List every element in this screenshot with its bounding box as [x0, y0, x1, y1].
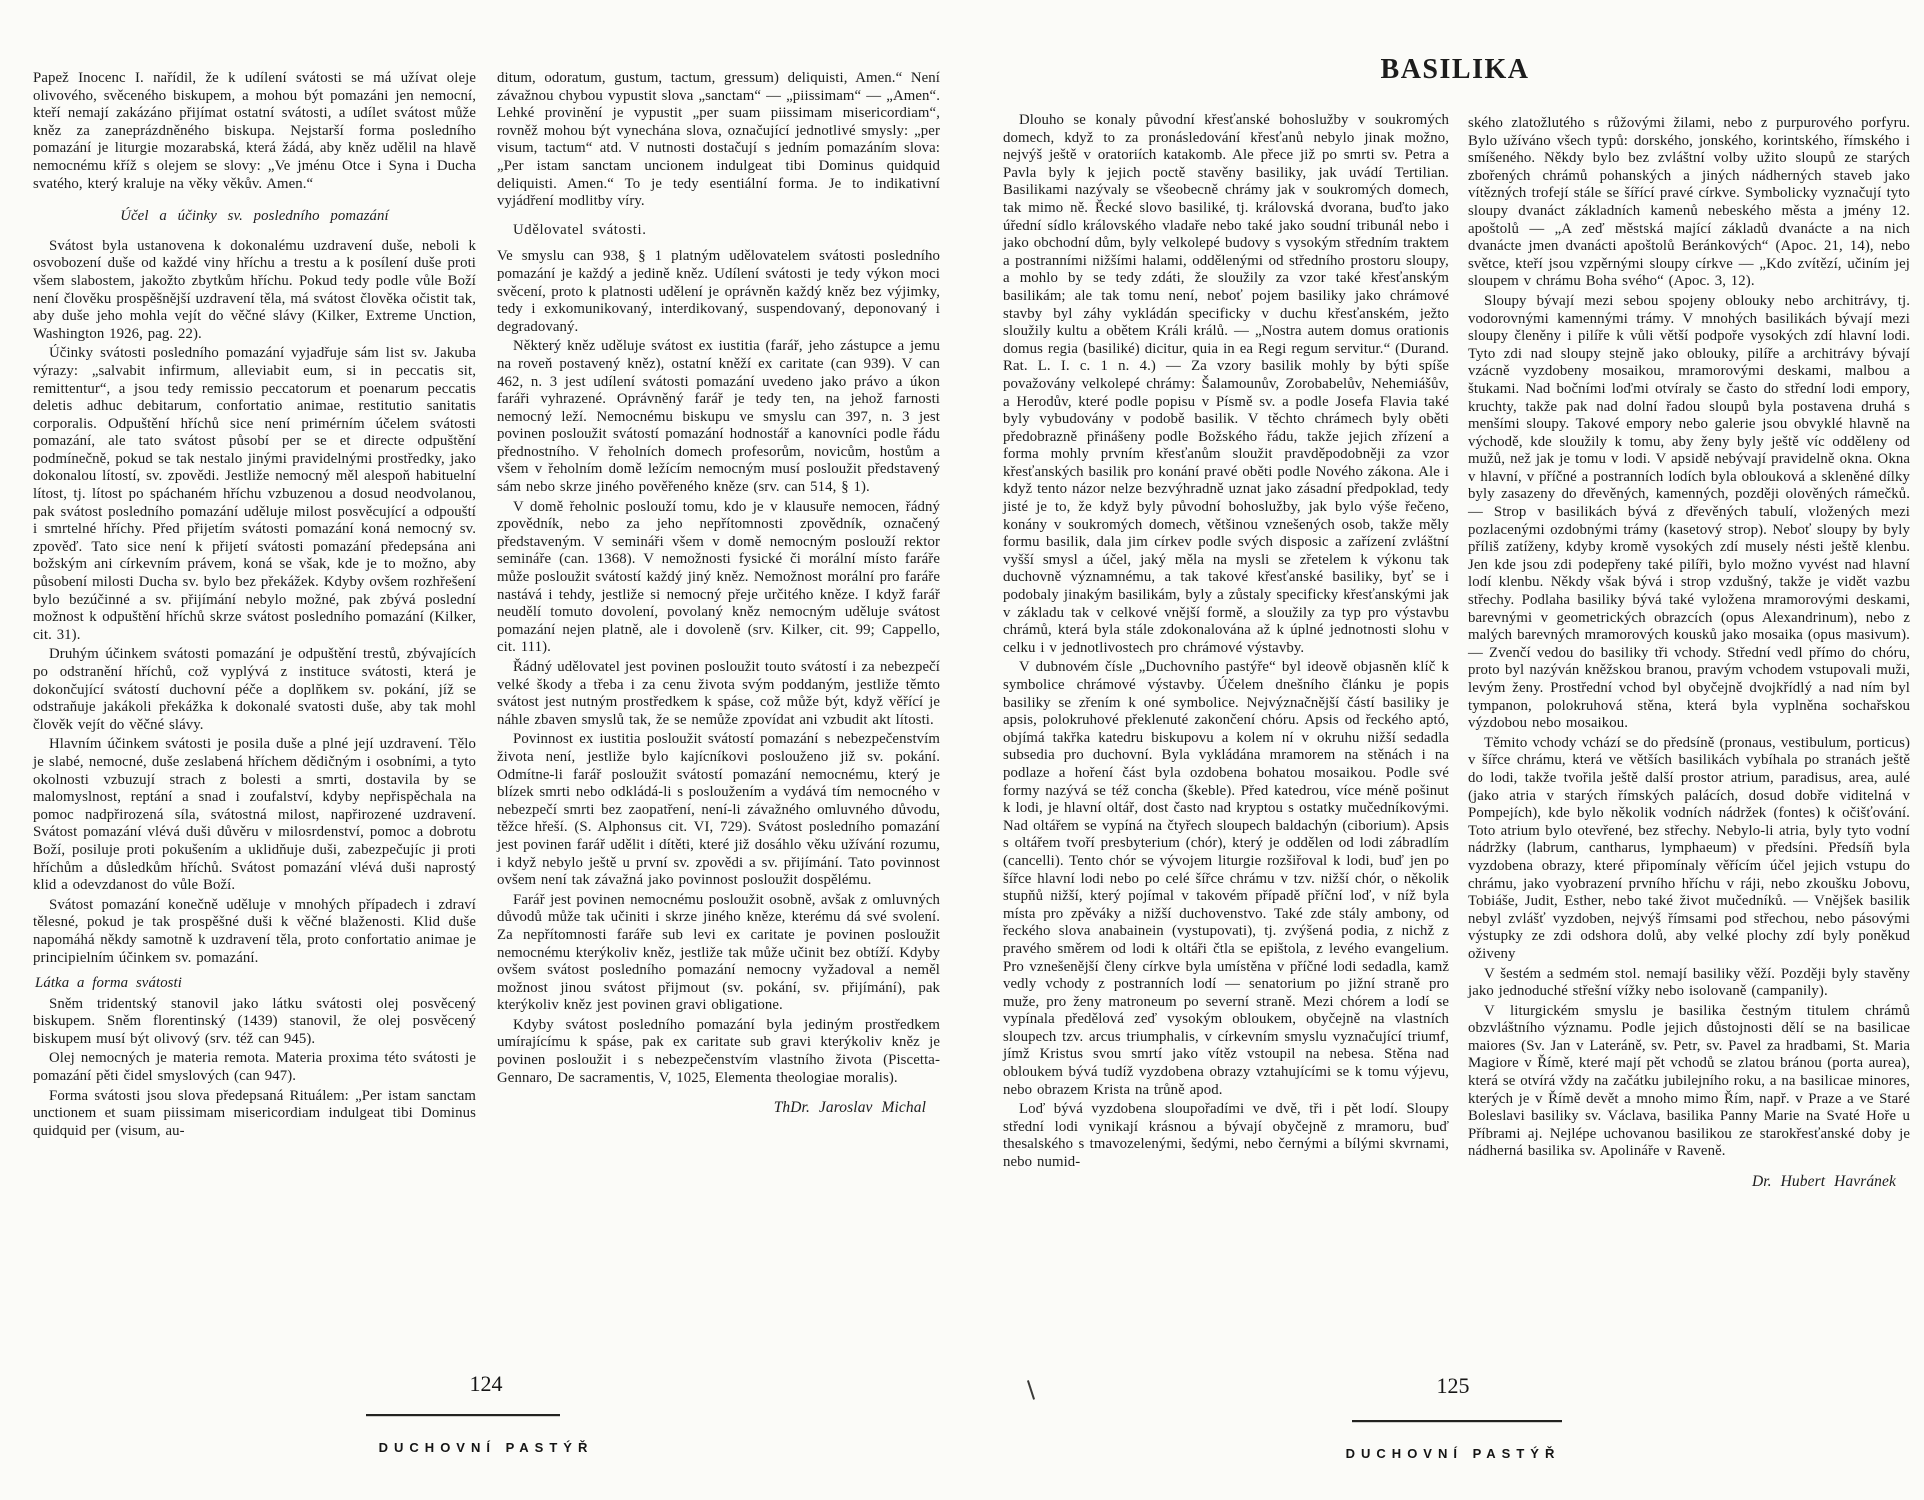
page-number: 125: [1436, 1373, 1470, 1398]
left-page-column-2: [497, 70, 940, 1119]
paragraph: Forma svátosti jsou slova předepsaná Rituálem: „Per istam sanctam unctionem et suam piissimam misericordiam indulgeat tibi Dominus quidquid per (visum, au-: [33, 1087, 476, 1139]
paragraph: Některý kněz uděluje svátost ex iustitia (farář, jeho zástupce a jemu na roveň postavený kněz), ostatní kněží ex caritate (can 939). V can 462, n. 3 jest udílení svátosti pomazání uvedeno jako právo a úkon faráři vyhrazené. Oprávněný farář je tedy ten, na jehož farnosti nemocný leží. Nemocnému biskupu ve smyslu can 397, n. 3 jest povinen posloužit svátostí pomazání hodnostář a kanovníci podle řádu přednostního. V řeholních domech profesorům, novicům, hostům a všem v řeholním domě ležícím nemocným musí posloužit představený sám nebo skrze jiného pověřeného kněze (srv. can 514, § 1).: [497, 338, 940, 496]
paragraph: Svátost pomazání konečně uděluje v mnohých případech i zdraví tělesné, pokud je tak prospěšné duši k věčné blaženosti. Klid duše napomáhá někdy samotně k uzdravení těla, proto confortatio animae je principielním účinkem sv. pomazání.: [33, 896, 476, 966]
author-signature: ThDr. Jaroslav Michal: [773, 1099, 926, 1117]
paragraph: Dlouho se konaly původní křesťanské bohoslužby v soukromých domech, když to za pronásledování křesťanů nebylo jinak možno, nejvýš ještě v oratoriích katakomb. Ale přece již po smrti sv. Petra a Pavla byly k jejich poctě stavěny basiliky, jak uvádí Tertilian. Basilikami nazývaly se všeobecně chrámy jak v soukromých domech, tak mimo ně. Řecké slovo basiliké, tj. královská dvorana, buďto jako úřední sídlo královského vladaře nebo také jako soudní tribunál nebo i jako obchodní dům, byly velkolepé budovy s vysokým středním traktem a postranními nižšími halami, oddělenými od středního prostoru sloupy, a mohlo by se tedy zdáti, že sloužily za vzor také křesťanským basilikám; ale tak tomu není, neboť pojem basiliky jako chrámové stavby byl záhy vykládán specificky v duchu křesťanském, ježto sloužily kultu a obětem Králi králů. — „Nostra autem domus orationis domus regia (basiliké) dicitur, quia in ea Regi regum servitur.“ (Durand. Rat. L. I. c. 1 n. 4.) — Za vzory basilik mohly by býti spíše považovány velkolepé chrámy: Šalamounův, Zorobabelův, Nehemiášův, a Herodův, které podle popisu v Písmě sv. a podle Josefa Flavia také byly vybudovány v podobě basilik. V těchto chrámech byly oběti předobrazně přinášeny podle Božského řádu, takže jejich zřízení a forma mohly prvním křesťanům sloužit pravděpodobněji za vzor křesťanských basilik pro konání pravé oběti podle Nového zákona. Ale i když tento názor nelze bezvýhradně uznat jako zásadní předpoklad, tedy jisté je to, že když byly původní bohoslužby, jak bylo výše řečeno, konány v soukromých domech, většinou vznešených osob, takže měly formu basilik, dala jim církev podle svých disposic a zařízení zvláštní vyšší smysl a účel, jaký měla na mysli se zřetelem k výkonu tak duchovně významnému, a tak takové křesťanské basiliky, byť se i podobaly jinakým basilikám, byly a zůstaly specificky křesťanskými jak v základu tak v celkové vnější formě, a sloužily za typ pro výstavbu chrámů, která byla stále zdokonalována až k úplné jednotnosti slohu v celku i v jednotlivostech pro chrámové výstavby.: [1003, 112, 1449, 656]
paragraph: Olej nemocných je materia remota. Materia proxima této svátosti je pomazání pěti čidel smyslových (can 947).: [33, 1050, 476, 1085]
paragraph: ského zlatožlutého s růžovými žilami, nebo z purpurového porfyru. Bylo užíváno všech typů: dorského, jonského, korintského, římského i smíšeného. Někdy bylo bez zvláštní volby užito sloupů ze starých zbořených chrámů pohanských a jiných nádherných staveb jako vítězných trofejí stále se šířící pravé církve. Symbolicky vyznačují tyto sloupy dvanáct základních kamenů nebeského města a jmény 12. apoštolů — „A zeď městská mající základů dvanácte a na nich dvanácte jmen dvanácti apoštolů Beránkových“ (Apoc. 21, 14), nebo světce, kteří jsou vzpěrnými sloupy církve — „Kdo zvítězí, učiním jej sloupem v chrámu Boha svého“ (Apoc. 3, 12).: [1468, 115, 1910, 290]
paragraph: Druhým účinkem svátosti pomazání je odpuštění trestů, zbývajících po odstranění hříchů, což vyplývá z instituce svátosti, která je dokončující svátostí duchovní péče a doplňkem sv. pokání, jíž se odstraňuje jakákoli překážka k dokonalé svatosti duše, aby tak mohl člověk vejít do věčné slávy.: [33, 646, 476, 733]
paragraph: Svátost byla ustanovena k dokonalému uzdravení duše, neboli k osvobození duše od každé viny hříchu a trestu a k posílení duše proti všem slabostem, jakožto zbytkům hříchu. Pokud tedy podle vůle Boží není člověku prospěšnější uzdravení těla, má svátost člověka očistit tak, aby duše jeho mohla vejít do věčné slávy (Kilker, Extreme Unction, Washington 1926, pag. 22).: [33, 237, 476, 342]
paragraph: Sloupy bývají mezi sebou spojeny oblouky nebo architrávy, tj. vodorovnými kamennými trámy. V mnohých basilikách bývají mezi sloupy členěny i pilíře k vůli větší podpoře vysokých zdí hlavní lodi. Tyto zdi nad sloupy stejně jako oblouky, pilíře a architrávy bývají vzácně vyzdobeny mosaikou, mramorovými deskami, malbou a štukami. Nad bočními loďmi otvíraly se často do střední lodi empory, kruchty, takže pak nad dolní řadou sloupů byla postavena druhá s menšími sloupy. Takové empory nebo galerie jsou obvyklé hlavně na východě, kde sloužily k tomu, aby ženy byly ještě víc odděleny od mužů, než jak je tomu v lodi. V apsidě nebývají pravidelně okna. Okna v hlavní, v příčné a postranních lodích byla oblouková a skleněné dílky byly zasazeny do dřevěných, kamenných, později olověných rámečků. — Strop v basilikách bývá z dřevěných tabulí, vložených mezi pozlacenými ozdobnými trámy (kasetový strop). Neboť sloupy by byly příliš zatíženy, kdyby kromě vysokých zdí musely nésti ještě klenbu. Jen kde jsou zdi podepřeny také pilíři, bylo možno vyvést nad hlavní lodí klenbu. Někdy však bývá i strop vzdušný, takže je vidět vazbu střechy. Podlaha basiliky bývá také vyložena mramorovými deskami, barevnými v geometrických obrazcích (opus Alexandrinum), nebo z malých barevných mramorových kousků jako mosaika (opus masivum). — Zvenčí vedou do basiliky tři vchody. Střední vedl přímo do chóru, proto byl nazýván kněžskou branou, pravým vchodem vstupovali muži, levým ženy. Prostřední vchod byl obyčejně dvojkřídlý a nad ním byl tympanon, polokruhová stěna, která byla vyplněna sochařskou výzdobou nebo mosaikou.: [1468, 292, 1910, 732]
footer-rule: [366, 1414, 560, 1416]
paragraph: V šestém a sedmém stol. nemají basiliky věží. Později byly stavěny jako jednoduché střešní vížky nebo isolovaně (campanily).: [1468, 965, 1910, 1000]
journal-title: DUCHOVNÍ PASTÝŘ: [378, 1440, 594, 1455]
journal-title: DUCHOVNÍ PASTÝŘ: [1345, 1446, 1561, 1461]
author-signature: Dr. Hubert Havránek: [1751, 1173, 1896, 1191]
paragraph: Povinnost ex iustitia posloužit svátostí pomazání s nebezpečenstvím života není, jestliže bylo kajícníkovi poslouženo již sv. pokání. Odmítne-li farář posloužit svátostí pomazání nemocnému, který je blízek smrti nebo odkládá-li s posloužením a vydává tím nemocného v nebezpečí smrti bez zaopatření, není-li závažného omluvného důvodu, těžce hřeší. (S. Alphonsus cit. VI, 729). Svátost posledního pomazání jest povinen farář udělit i dítěti, které již dosáhlo věku užívání rozumu, i když nebylo ještě u první sv. zpovědi a sv. přijímání. Tato povinnost ovšem není tak závažná jako povinnost posloužit dospělému.: [497, 731, 940, 889]
paragraph: Papež Inocenc I. nařídil, že k udílení svátosti se má užívat oleje olivového, svěceného biskupem, a mohou být pomazáni jen nemocní, kteří nemají zakázáno přijímat ostatní svátosti, a udílet svátost může kněz za zaneprázdněného biskupa. Nejstarší forma posledního pomazání je liturgie mozarabská, která žádá, aby kněz udělil na hlavě nemocnému kříž s olejem se slovy: „Ve jménu Otce i Syna i Ducha svatého, který kraluje na věky věkův. Amen.“: [33, 70, 476, 192]
paragraph: Sněm tridentský stanovil jako látku svátosti olej posvěcený biskupem. Sněm florentinský (1439) stanovil, že olej posvěcený biskupem musí být olivový (srv. též can 945).: [33, 995, 476, 1047]
paragraph: V domě řeholnic poslouží tomu, kdo je v klausuře nemocen, řádný zpovědník, nebo za jeho nepřítomnosti zpovědník, označený představeným. V semináři všem v domě nemocným poslouží rektor semináře (can. 1368). V nemožnosti fysické či morální místo faráře může posloužit svátostí každý jiný kněz. Nemožnost morální pro faráře nastává i tehdy, jestliže si nemocný přeje určitého kněze. I když farář neudělí tomuto dovolení, povolaný kněz nemocným uděluje svátost pomazání nejen platně, ale i dovoleně (srv. Kilker, cit. 99; Cappello, cit. 111).: [497, 498, 940, 656]
section-heading: Udělovatel svátosti.: [513, 221, 647, 238]
page-number: 124: [469, 1371, 503, 1396]
paragraph: Kdyby svátost posledního pomazání byla jediným prostředkem umírajícímu k spáse, pak ex caritate sub gravi kterýkoliv kněz je povinen posloužit i s nebezpečenstvím vlastního života (Piscetta-Gennaro, De sacramentis, V, 1025, Elementa theologiae moralis).: [497, 1016, 940, 1086]
paragraph: Těmito vchody vchází se do předsíně (pronaus, vestibulum, porticus) v šířce chrámu, která ve větších basilikách vybíhala po stranách ještě do lodi, takže tvořila ještě další prostor atrium, paradisus, area, aulé (jako atria v starých římských palácích, dosud dobře viditelná v Pompejích), kde bylo několik vodních nádržek (fontes) k očišťování. Toto atrium bylo otevřené, bez střechy. Nebylo-li atria, byly tyto vodní nádržky (labrum, cantharus, lymphaeum) v předsíni. Předsíň byla vyzdobena obrazy, které připomínaly věřícím účel jejich vstupu do chrámu, jako vyobrazení prvního hříchu v ráji, nebo zkoušku Jobovu, Tobiáše, Judit, Esther, nebo také život mučedníků. — Vnějšek basilik nebyl zvlášť vyzdoben, nejvýš římsami pod střechou, nebo pásovými výstupky ze zdi odshora dolů, aby velké plochy zdí byly poněkud oživeny: [1468, 734, 1910, 962]
paragraph: V liturgickém smyslu je basilika čestným titulem chrámů obzvláštního významu. Podle jejich důstojnosti dělí se na basilicae maiores (Sv. Jan v Lateráně, sv. Petr, sv. Pavel za hradbami, St. Maria Magiore v Římě, které mají pět vchodů se zlatou bránou (porta aurea), která se otvírá vždy na začátku jubilejního roku, a na basilicae minores, kterých je v Římě devět a mnoho mimo Řím, např. v Praze a ve Staré Boleslavi basiliky sv. Václava, basilika Panny Marie na Svaté Hoře u Příbrami aj. Nejlépe uchovanou basilikou ze starokřesťanské doby je nádherná basilika sv. Apolináře v Raveně.: [1468, 1002, 1910, 1160]
section-heading: Látka a forma svátosti: [35, 975, 182, 992]
right-page-column-1: [1003, 112, 1449, 1174]
paragraph: Loď bývá vyzdobena sloupořadími ve dvě, tři i pět lodí. Sloupy střední lodi vynikají krásnou a bývají obyčejně z mramoru, buď thesalského s tmavozelenými, šedými, nebo černými a bílými skvrnami, nebo numid-: [1003, 1101, 1449, 1171]
paragraph: Ve smyslu can 938, § 1 platným udělovatelem svátosti posledního pomazání je každý a jedině kněz. Udílení svátosti je tedy výkon moci svěcení, proto k platnosti udělení je oprávněn každý kněz bez výjimky, tedy i exkomunikovaný, interdikovaný, suspendovaný, deponovaný i degradovaný.: [497, 248, 940, 335]
right-page-column-2: [1468, 115, 1910, 1193]
article-title: BASILIKA: [1380, 54, 1530, 85]
paragraph: Farář jest povinen nemocnému posloužit osobně, avšak z omluvných důvodů může tak učiniti i skrze jiného kněze, kterému dá své svolení. Za nepřítomnosti faráře sub levi ex caritate je povinen posloužit nemocnému kterýkoliv kněz, jestliže tak může učinit bez obtíží. Kdyby ovšem svátost posledního pomazání nemocny vyžadoval a neměl možnost jinou svátost přijmout (sv. pokání, sv. přijímání), pak kterýkoliv kněz jest povinen gravi obligatione.: [497, 891, 940, 1014]
footer-rule: [1352, 1420, 1562, 1422]
paragraph: Řádný udělovatel jest povinen posloužit touto svátostí i za nebezpečí velké škody a třeba i za cenu života svým poddaným, jestliže těmto svátost jest nutným prostředkem k spáse, což může být, když věřící je náhle zbaven smyslů tak, že se nemůže zpovídat ani vzbudit akt lítosti.: [497, 659, 940, 728]
paragraph: Hlavním účinkem svátosti je posila duše a plné její uzdravení. Tělo je slabé, nemocné, duše zeslabená hříchem dědičným i osobními, a tyto okolnosti vzbuzují strach z bolesti a smrti, dostavila by se malomyslnost, reptání a snad i zoufalství, kdyby nepřispěchala na pomoc nadpřirozená síla, svátostná milost, napřirozené uzdravení. Svátost pomazání vlévá duši důvěru v milosrdenství, pomoc a dobrotu Boží, posiluje proti pokušením a uklidňuje duši, zabezpečujíc ji proti hříchům a důsledkům hříchů. Svátost pomazání vlévá duši naprostý klid a odevzdanost do vůle Boží.: [33, 736, 476, 894]
paragraph: V dubnovém čísle „Duchovního pastýře“ byl ideově objasněn klíč k symbolice chrámové výstavby. Účelem dnešního článku je popis basiliky se zřením k oné symbolice. Nejvýznačnější částí basiliky je apsis, polokruhové překlenuté zakončení chóru. Apsis od řeckého aptó, objímá takřka katedru biskupovu a kolem ní v okruhu nižší sedadla subsedia pro duchovní. Byla vykládána mramorem na stěnách i na podlaze a hoření část byla ozdobena bohatou mosaikou. Podle své formy nazývá se též concha (škeble). Před katedrou, více méně pošinut k lodi, je hlavní oltář, dost často nad kryptou s ostatky mučedníkovými. Nad oltářem se vypíná na čtyřech sloupech baldachýn (ciborium). Apsis s oltářem tvoří presbyterium (chór), který je oddělen od lodi zábradlím (cancelli). Tento chór se vývojem liturgie rozšiřoval k lodi, buď jen po šířce hlavní lodi nebo po celé šířce chrámu v tzv. nižší chór, o několik stupňů nižší, který pojímal v takovém případě příční loď, v níž byla místa pro zpěváky a nižší duchovenstvo. Také zde stály ambony, od řeckého slova anabainein (vystupovati), tj. zvýšená podia, z nichž z pravého směrem od lodi k oltáři čtla se epištola, z levého evangelium. Pro vznešenější členy církve byla umístěna v příčné lodi sedadla, kamž vedly vchody z postranních lodí — senatorium po jižní straně pro muže, pro ženy matroneum po severní straně. Mezi chórem a lodí se vypínala předělová zeď vysokým obloukem, obyčejně na vlastních sloupech tzv. arcus triumphalis, v církevním smyslu vyznačující triumf, jímž Kristus svou smrtí jako vítěz vstoupil na nebesa. Stěna nad obloukem bývá tudíž vyzdobena obrazy vztahujícími se k tomu výjevu, nebo obrazem Krista na trůně apod.: [1003, 659, 1449, 1098]
paragraph: Účinky svátosti posledního pomazání vyjadřuje sám list sv. Jakuba výrazy: „salvabit infirmum, alleviabit eum, si in peccatis sit, remittentur“, a jsou tedy remissio peccatorum et poenarum peccatis deletis adhuc debitarum, confortatio animae, restitutio sanitatis corporalis. Odpuštění hříchů sice není primérním účelem svátosti pomazání, ale tato svátost působí per se et directe odpuštění podmínečně, pokud se tak nestalo jinými pravidelnými prostředky, jako dokonalou lítostí, sv. zpovědi. Jestliže nemocný měl alespoň habituelní lítost, tj. lítost po spáchaném hříchu vzbuzenou a dosud neodvolanou, pak svátost posledního pomazání uděluje milost posvěcující a odpouští i smrtelné hříchy. Před přijetím svátosti pomazání koná nemocný sv. zpověď. Tato sice není k přijetí svátosti pomazání předepsána ani božským ani církevním právem, koná se však, kde je to možno, aby působení milosti Ducha sv. bylo bez překážek. Kdyby ovšem rozhřešení bylo bezúčinné a sv. přijímání nebylo možné, pak zbývá poslední možnost k odpuštění hříchů skrze svátost posledního pomazání (Kilker, cit. 31).: [33, 345, 476, 643]
left-page-column-1: [33, 70, 476, 1142]
section-heading: Účel a účinky sv. posledního pomazání: [120, 208, 389, 225]
paragraph: ditum, odoratum, gustum, tactum, gressum) deliquisti, Amen.“ Není závažnou chybou vypustit slova „sanctam“ — „piissimam“ — „Amen“. Lehké provinění je vypustit „per suam piissimam misericordiam“, rovněž mohou být vynechána slova, označující jednotlivé smysly: „per visum, tactum“ atd. V nutnosti dostačují s jedním pomazáním slova: „Per istam sanctam uncionem indulgeat tibi Dominus quidquid deliquisti. Amen.“ To je tedy esentiální forma. Je to indikativní vyjádření modlitby víry.: [497, 70, 940, 210]
